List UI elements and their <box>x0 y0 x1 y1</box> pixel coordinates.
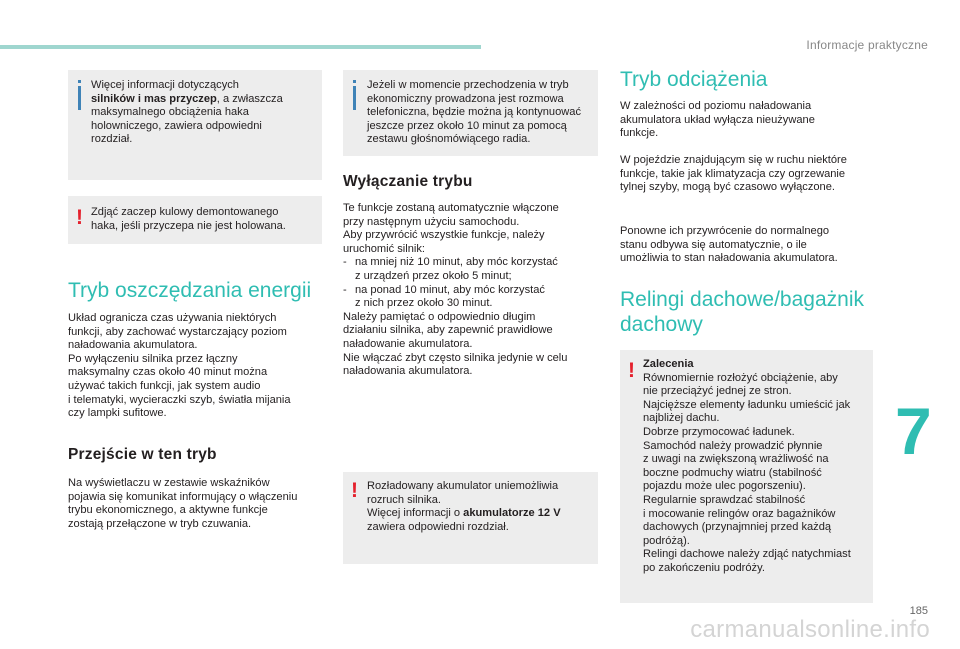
info-icon <box>353 86 356 110</box>
warning-box-towball-text: Zdjąć zaczep kulowy demontowanego haka, jeśli przyczepa nie jest holowana. <box>91 206 286 232</box>
warning-icon: ! <box>76 206 83 229</box>
bold-term: akumulatorze 12 V <box>463 507 561 520</box>
heading-load-reduction: Tryb odciążenia <box>620 68 768 91</box>
info-box-phone-call-text: Jeżeli w momencie przechodzenia w tryb ekonomiczny prowadzona jest rozmowa telefoniczna, będzie można ją kontynuować jeszcze przez około 10 minut za pomocą zestawu głośnomówiącego radia. <box>367 79 581 146</box>
energy-saving-text: Układ ogranicza czas używania niektórych funkcji, aby zachować wystarczający poziom naładowania akumulatora. Po wyłączeniu silnika przez łączny maksymalny czas około 40 minut można używać takich funkcji, jak system audio i telematyki, wycieraczki szyb, światła mijania czy lampki sufitowe. <box>68 312 291 420</box>
heading-entering-mode: Przejście w ten tryb <box>68 446 217 463</box>
entering-mode-text: Na wyświetlaczu w zestawie wskaźników pojawia się komunikat informujący o włączeniu trybu ekonomicznego, a aktywne funkcje zostają przełączone w tryb czuwania. <box>68 477 298 530</box>
info-box-engines-text: Więcej informacji dotyczących silników i mas przyczep, a zwłaszcza maksymalnego obciążenia haka holowniczego, zawiera odpowiedni rozdział. <box>91 79 283 146</box>
load-reduction-text-2: W pojeździe znajdującym się w ruchu niektóre funkcje, takie jak klimatyzacja czy ogrzewanie tylnej szyby, mogą być czasowo wyłączone. <box>620 154 847 194</box>
warning-icon: ! <box>628 359 635 382</box>
heading-roof-rails: Relingi dachowe/bagażnik dachowy <box>620 288 864 336</box>
load-reduction-text-1: W zależności od poziomu naładowania akumulatora układ wyłącza nieużywane funkcje. <box>620 100 815 140</box>
warning-box-roof-rails-text: Zalecenia Równomiernie rozłożyć obciążenie, aby nie przeciążyć jednej ze stron. Najcięższe elementy ładunku umieścić jak najbliżej dachu. Dobrze przymocować ładunek. Samochód należy prowadzić płynnie z uwagi na zwiększoną wrażliwość na boczne podmuchy wiatru (stabilność pojazdu może ulec pogorszeniu). Regularnie sprawdzać stabilność i mocowanie relingów oraz bagażników dachowych (przynajmniej przed każdą podróżą). Relingi dachowe należy zdjąć natychmiast po zakończeniu podróży. <box>643 358 871 576</box>
page-number: 185 <box>909 605 928 617</box>
list-item: - na mniej niż 10 minut, aby móc korzystać <box>343 256 558 269</box>
recommendations-title: Zalecenia <box>643 358 694 370</box>
info-icon <box>78 86 81 110</box>
warning-icon: ! <box>351 479 358 502</box>
bold-term: silników i mas przyczep <box>91 92 217 105</box>
header-accent-bar <box>0 45 481 49</box>
list-item: - na ponad 10 minut, aby móc korzystać <box>343 283 545 296</box>
heading-energy-saving: Tryb oszczędzania energii <box>68 279 312 302</box>
load-reduction-text-3: Ponowne ich przywrócenie do normalnego stanu odbywa się automatycznie, o ile umożliwia to stan naładowania akumulatora. <box>620 225 838 265</box>
watermark: carmanualsonline.info <box>690 616 930 643</box>
heading-exit-mode: Wyłączanie trybu <box>343 173 473 190</box>
warning-box-battery-text: Rozładowany akumulator uniemożliwia rozruch silnika. Więcej informacji o akumulatorze 12 V zawiera odpowiedni rozdział. <box>367 480 561 533</box>
chapter-number: 7 <box>895 394 932 468</box>
exit-mode-text: Te funkcje zostaną automatycznie włączone przy następnym użyciu samochodu. Aby przywrócić wszystkie funkcje, należy uruchomić silnik: - na mniej niż 10 minut, aby móc korzystać z urządzeń przez około 5 minut; - na ponad 10 minut, aby móc korzystać z nich przez około 30 minut. Należy pamiętać o odpowiednio długim działaniu silnika, aby zapewnić prawidłowe naładowanie akumulatora. Nie włączać zbyt często silnika jedynie w celu naładowania akumulatora. <box>343 202 603 379</box>
section-title: Informacje praktyczne <box>806 38 928 52</box>
